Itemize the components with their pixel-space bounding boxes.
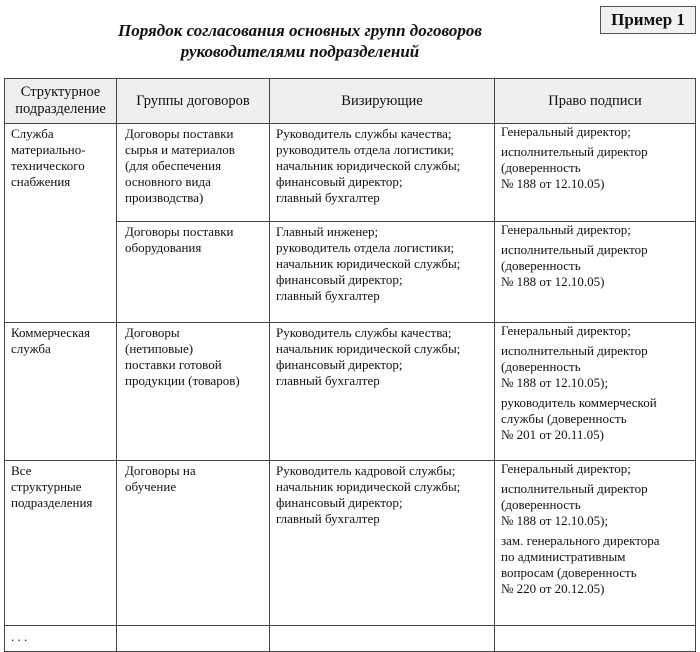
- signer-block: [501, 222, 691, 238]
- signer-line: № 188 от 12.10.05): [501, 176, 605, 191]
- signer-line: Генеральный директор;: [501, 222, 631, 237]
- signer-line: (доверенность: [501, 359, 581, 374]
- cell-structural-unit: [5, 222, 117, 323]
- approver-line: финансовый директор;: [276, 272, 403, 287]
- signer-block: [501, 481, 691, 529]
- signer-block: [501, 242, 691, 290]
- signer-line: № 188 от 12.10.05);: [501, 375, 609, 390]
- contract-group-line: (нетиповые): [125, 341, 194, 356]
- signer-block: [501, 124, 691, 140]
- contract-group-line: Договоры поставки: [125, 224, 234, 239]
- approver-line: начальник юридической службы;: [276, 341, 461, 356]
- table-header-row: [5, 79, 696, 124]
- signer-line: Генеральный директор;: [501, 124, 631, 139]
- title-line-1: Порядок согласования основных групп договоров: [118, 21, 482, 40]
- contract-group-line: основного вида: [125, 174, 211, 189]
- signer-block: [501, 144, 691, 192]
- approval-table: [4, 78, 696, 652]
- contract-group-line: производства): [125, 190, 204, 205]
- contract-group-line: обучение: [125, 479, 177, 494]
- cell-approvers: [270, 323, 495, 461]
- signer-line: вопросам (доверенность: [501, 565, 637, 580]
- approver-line: руководитель отдела логистики;: [276, 142, 455, 157]
- page-title: [60, 20, 540, 62]
- cell-signers: [495, 461, 696, 626]
- approver-line: начальник юридической службы;: [276, 479, 461, 494]
- example-badge: Пример 1: [600, 6, 696, 34]
- contract-group-line: Договоры на: [125, 463, 196, 478]
- unit-line: служба: [11, 341, 51, 356]
- approver-line: главный бухгалтер: [276, 511, 380, 526]
- signer-line: № 220 от 20.12.05): [501, 581, 605, 596]
- approver-line: Руководитель службы качества;: [276, 325, 452, 340]
- title-line-2: руководителями подразделений: [180, 42, 420, 61]
- table-row: [5, 222, 696, 323]
- signer-line: исполнительный директор: [501, 343, 648, 358]
- signer-line: № 201 от 20.11.05): [501, 427, 605, 442]
- approver-line: финансовый директор;: [276, 495, 403, 510]
- unit-line: Коммерческая: [11, 325, 90, 340]
- signer-line: № 188 от 12.10.05): [501, 274, 605, 289]
- approver-line: Главный инженер;: [276, 224, 379, 239]
- cell-signers: [495, 124, 696, 222]
- contract-group-line: Договоры поставки: [125, 126, 234, 141]
- header-unit-line: подразделение: [15, 101, 106, 117]
- approver-line: финансовый директор;: [276, 357, 403, 372]
- signer-line: № 188 от 12.10.05);: [501, 513, 609, 528]
- signer-block: [501, 533, 691, 597]
- signer-line: (доверенность: [501, 258, 581, 273]
- cell-contract-group: [117, 222, 270, 323]
- cell-signers: [495, 222, 696, 323]
- approver-line: Руководитель кадровой службы;: [276, 463, 456, 478]
- unit-line: подразделения: [11, 495, 93, 510]
- signer-line: исполнительный директор: [501, 242, 648, 257]
- signer-line: (доверенность: [501, 497, 581, 512]
- contract-group-line: продукции (товаров): [125, 373, 240, 388]
- unit-line: материально-: [11, 142, 86, 157]
- cell-signers: [495, 323, 696, 461]
- cell-contract-group: [117, 124, 270, 222]
- signer-line: (доверенность: [501, 160, 581, 175]
- unit-line: Служба: [11, 126, 54, 141]
- approver-line: главный бухгалтер: [276, 190, 380, 205]
- unit-line: Все: [11, 463, 32, 478]
- header-contract-groups: Группы договоров: [117, 79, 270, 124]
- approver-line: руководитель отдела логистики;: [276, 240, 455, 255]
- cell-approvers: [270, 461, 495, 626]
- continuation-ellipsis: . . .: [5, 626, 117, 652]
- contract-group-line: Договоры: [125, 325, 180, 340]
- cell-approvers: [270, 222, 495, 323]
- header-unit-line: Структурное: [20, 84, 101, 100]
- signer-line: Генеральный директор;: [501, 323, 631, 338]
- signer-line: исполнительный директор: [501, 144, 648, 159]
- table-row: [5, 461, 696, 626]
- approver-line: главный бухгалтер: [276, 373, 380, 388]
- unit-line: структурные: [11, 479, 82, 494]
- signer-line: исполнительный директор: [501, 481, 648, 496]
- unit-line: снабжения: [11, 174, 71, 189]
- table-row: [5, 124, 696, 222]
- unit-line: технического: [11, 158, 85, 173]
- signer-block: [501, 395, 691, 443]
- contract-group-line: сырья и материалов: [125, 142, 235, 157]
- signer-block: [501, 323, 691, 339]
- cell-contract-group: [117, 461, 270, 626]
- signer-line: по административным: [501, 549, 626, 564]
- signer-block: [501, 343, 691, 391]
- table-row: [5, 323, 696, 461]
- approver-line: начальник юридической службы;: [276, 158, 461, 173]
- cell-structural-unit: [5, 461, 117, 626]
- signer-line: зам. генерального директора: [501, 533, 660, 548]
- approver-line: главный бухгалтер: [276, 288, 380, 303]
- approver-line: Руководитель службы качества;: [276, 126, 452, 141]
- cell-structural-unit: [5, 124, 117, 222]
- contract-group-line: поставки готовой: [125, 357, 222, 372]
- signer-block: [501, 461, 691, 477]
- cell-structural-unit: [5, 323, 117, 461]
- header-signing-right: Право подписи: [495, 79, 696, 124]
- header-unit: [5, 79, 117, 124]
- approver-line: финансовый директор;: [276, 174, 403, 189]
- signer-line: Генеральный директор;: [501, 461, 631, 476]
- signer-line: службы (доверенность: [501, 411, 627, 426]
- approver-line: начальник юридической службы;: [276, 256, 461, 271]
- contract-group-line: (для обеспечения: [125, 158, 222, 173]
- contract-group-line: оборудования: [125, 240, 202, 255]
- cell-approvers: [270, 124, 495, 222]
- header-approvers: Визирующие: [270, 79, 495, 124]
- signer-line: руководитель коммерческой: [501, 395, 657, 410]
- cell-contract-group: [117, 323, 270, 461]
